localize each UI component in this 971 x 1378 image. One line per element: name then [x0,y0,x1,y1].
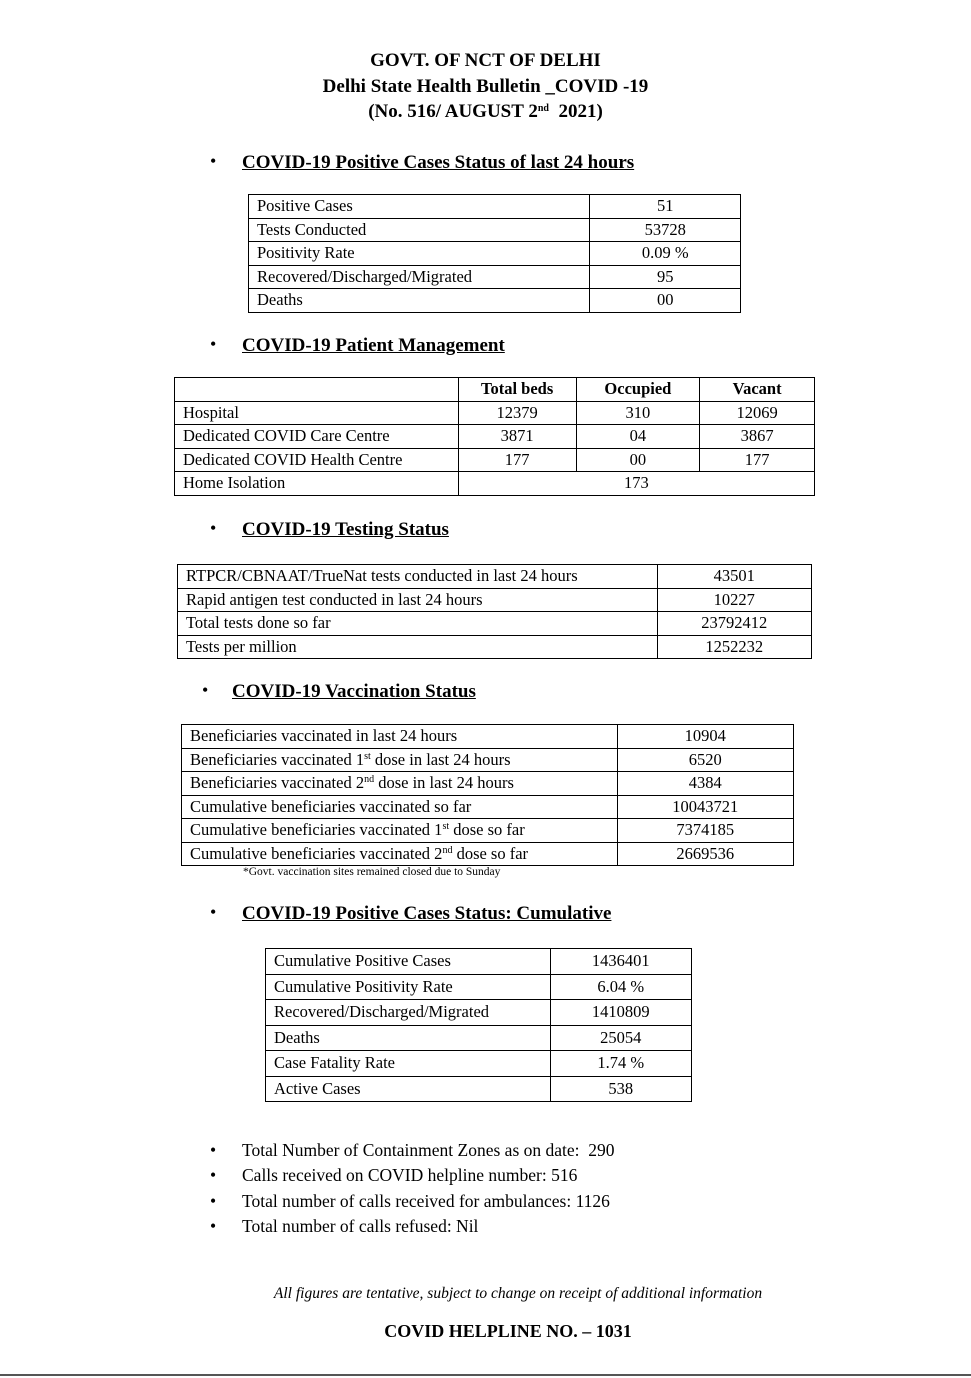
row-label-sup: nd [442,844,453,856]
positive24-table [248,194,741,313]
row-label [182,772,618,796]
row-label-sup: nd [364,774,375,786]
header-line-2: Delhi State Health Bulletin _COVID -19 [322,76,649,97]
patient-mgmt-table [174,377,815,496]
list-item-text: Total number of calls refused: Nil [242,1215,479,1236]
bullet-icon: • [202,680,209,700]
header-line-3-post: 2021) [548,101,603,122]
vaccination-note: *Govt. vaccination sites remained closed due to Sunday [243,866,501,878]
row-value: 1.74 % [550,1051,691,1077]
row-value: 95 [590,265,741,289]
row-value: 173 [458,472,814,496]
row-value: 6520 [617,748,793,772]
row-vacant: 177 [700,448,815,472]
row-value: 1252232 [657,635,811,659]
table-header-blank [175,378,459,402]
row-label: Rapid antigen test conducted in last 24 hours [178,588,658,612]
row-label: Deaths [266,1025,551,1051]
table-row [249,218,741,242]
row-label: Dedicated COVID Care Centre [175,425,459,449]
table-row [178,612,812,636]
row-value: 0.09 % [590,242,741,266]
cumulative-table [265,948,692,1102]
table-header: Vacant [700,378,815,402]
footer-disclaimer: All figures are tentative, subject to change on receipt of additional information [273,1285,763,1302]
row-value: 6.04 % [550,974,691,1000]
footer-helpline: COVID HELPLINE NO. – 1031 [384,1321,632,1341]
row-label: Recovered/Discharged/Migrated [249,265,590,289]
table-row [266,1076,692,1102]
row-value: 1410809 [550,1000,691,1026]
table-row [175,401,815,425]
row-value: 1436401 [550,949,691,975]
row-label [182,819,618,843]
row-label-pre: Cumulative beneficiaries vaccinated 1 [190,820,443,840]
row-value: 43501 [657,565,811,589]
row-occupied: 310 [576,401,700,425]
table-row [178,565,812,589]
row-label-post: dose so far [452,843,529,863]
bullet-icon: • [210,1140,217,1160]
table-row [175,472,815,496]
row-label [182,748,618,772]
table-row [182,842,794,866]
row-label-pre: Cumulative beneficiaries vaccinated so far [190,796,472,816]
table-row [266,1051,692,1077]
bullet-icon: • [210,1165,217,1186]
list-item-text: Calls received on COVID helpline number: 516 [242,1165,578,1186]
bullet-icon: • [210,1190,217,1211]
vaccination-title: COVID-19 Vaccination Status [232,681,476,702]
row-label: Cumulative Positive Cases [266,949,551,975]
misc-list [210,1138,615,1239]
row-label-pre: Beneficiaries vaccinated 2 [190,773,365,793]
table-row [178,588,812,612]
row-label: Hospital [175,401,459,425]
row-vacant: 3867 [700,425,815,449]
testing-table [177,564,812,659]
row-value: 25054 [550,1025,691,1051]
bullet-icon: • [210,1215,217,1236]
header-line-3-pre: (No. 516/ AUGUST 2 [368,101,538,122]
list-item-text: Total number of calls received for ambulances: 1126 [242,1190,610,1211]
row-label: Deaths [249,289,590,313]
header-line-3 [0,99,971,124]
row-total: 3871 [458,425,576,449]
vaccination-table [181,724,794,866]
row-label-post: dose in last 24 hours [374,773,514,793]
row-total: 177 [458,448,576,472]
row-label-post: dose so far [449,820,525,840]
row-value: 10904 [617,725,793,749]
row-value: 538 [550,1076,691,1102]
row-label: Tests per million [178,635,658,659]
row-occupied: 00 [576,448,700,472]
table-row [249,195,741,219]
table-row [182,772,794,796]
bullet-icon: • [210,334,217,354]
row-label: RTPCR/CBNAAT/TrueNat tests conducted in last 24 hours [178,565,658,589]
header-line-3-sup: nd [537,103,549,114]
row-value: 7374185 [617,819,793,843]
row-label: Home Isolation [175,472,459,496]
list-item-text: Total Number of Containment Zones as on date: 290 [242,1140,615,1160]
table-header: Occupied [576,378,700,402]
list-item [210,1214,615,1239]
positive24-title: COVID-19 Positive Cases Status of last 24 hours [242,152,635,173]
row-value: 2669536 [617,842,793,866]
table-row [266,949,692,975]
testing-title: COVID-19 Testing Status [242,519,449,540]
row-label-pre: Beneficiaries vaccinated 1 [190,749,365,769]
list-item [210,1163,615,1188]
table-row [175,425,815,449]
row-value: 10043721 [617,795,793,819]
header-line-1: GOVT. OF NCT OF DELHI [370,50,601,71]
table-row [175,448,815,472]
bottom-divider [0,1374,971,1376]
list-item [210,1189,615,1214]
table-row [249,242,741,266]
table-row [266,1000,692,1026]
table-row [266,1025,692,1051]
table-header: Total beds [458,378,576,402]
row-value: 00 [590,289,741,313]
row-label [182,842,618,866]
row-value: 53728 [590,218,741,242]
table-row [266,974,692,1000]
row-label-sup: st [442,821,450,833]
bullet-icon: • [210,518,217,538]
row-total: 12379 [458,401,576,425]
row-label-pre: Beneficiaries vaccinated in last 24 hours [190,726,458,746]
table-row [182,748,794,772]
row-label: Active Cases [266,1076,551,1102]
row-label-sup: st [364,750,371,762]
row-value: 23792412 [657,612,811,636]
table-row [249,289,741,313]
row-label-post: dose in last 24 hours [370,749,511,769]
row-value: 51 [590,195,741,219]
row-label: Total tests done so far [178,612,658,636]
row-value: 10227 [657,588,811,612]
bullet-icon: • [210,902,217,922]
patient-mgmt-title: COVID-19 Patient Management [242,335,505,356]
bullet-icon: • [210,151,217,171]
row-label-pre: Cumulative beneficiaries vaccinated 2 [190,843,443,863]
table-row [178,635,812,659]
list-item [210,1138,615,1163]
row-vacant: 12069 [700,401,815,425]
table-row [182,819,794,843]
row-label: Positive Cases [249,195,590,219]
cumulative-title: COVID-19 Positive Cases Status: Cumulative [242,903,612,924]
row-label: Positivity Rate [249,242,590,266]
row-label: Tests Conducted [249,218,590,242]
row-label [182,725,618,749]
table-row [182,725,794,749]
row-label: Dedicated COVID Health Centre [175,448,459,472]
row-label: Recovered/Discharged/Migrated [266,1000,551,1026]
row-occupied: 04 [576,425,700,449]
row-label [182,795,618,819]
table-row [249,265,741,289]
table-row [182,795,794,819]
row-label: Cumulative Positivity Rate [266,974,551,1000]
row-label: Case Fatality Rate [266,1051,551,1077]
row-value: 4384 [617,772,793,796]
